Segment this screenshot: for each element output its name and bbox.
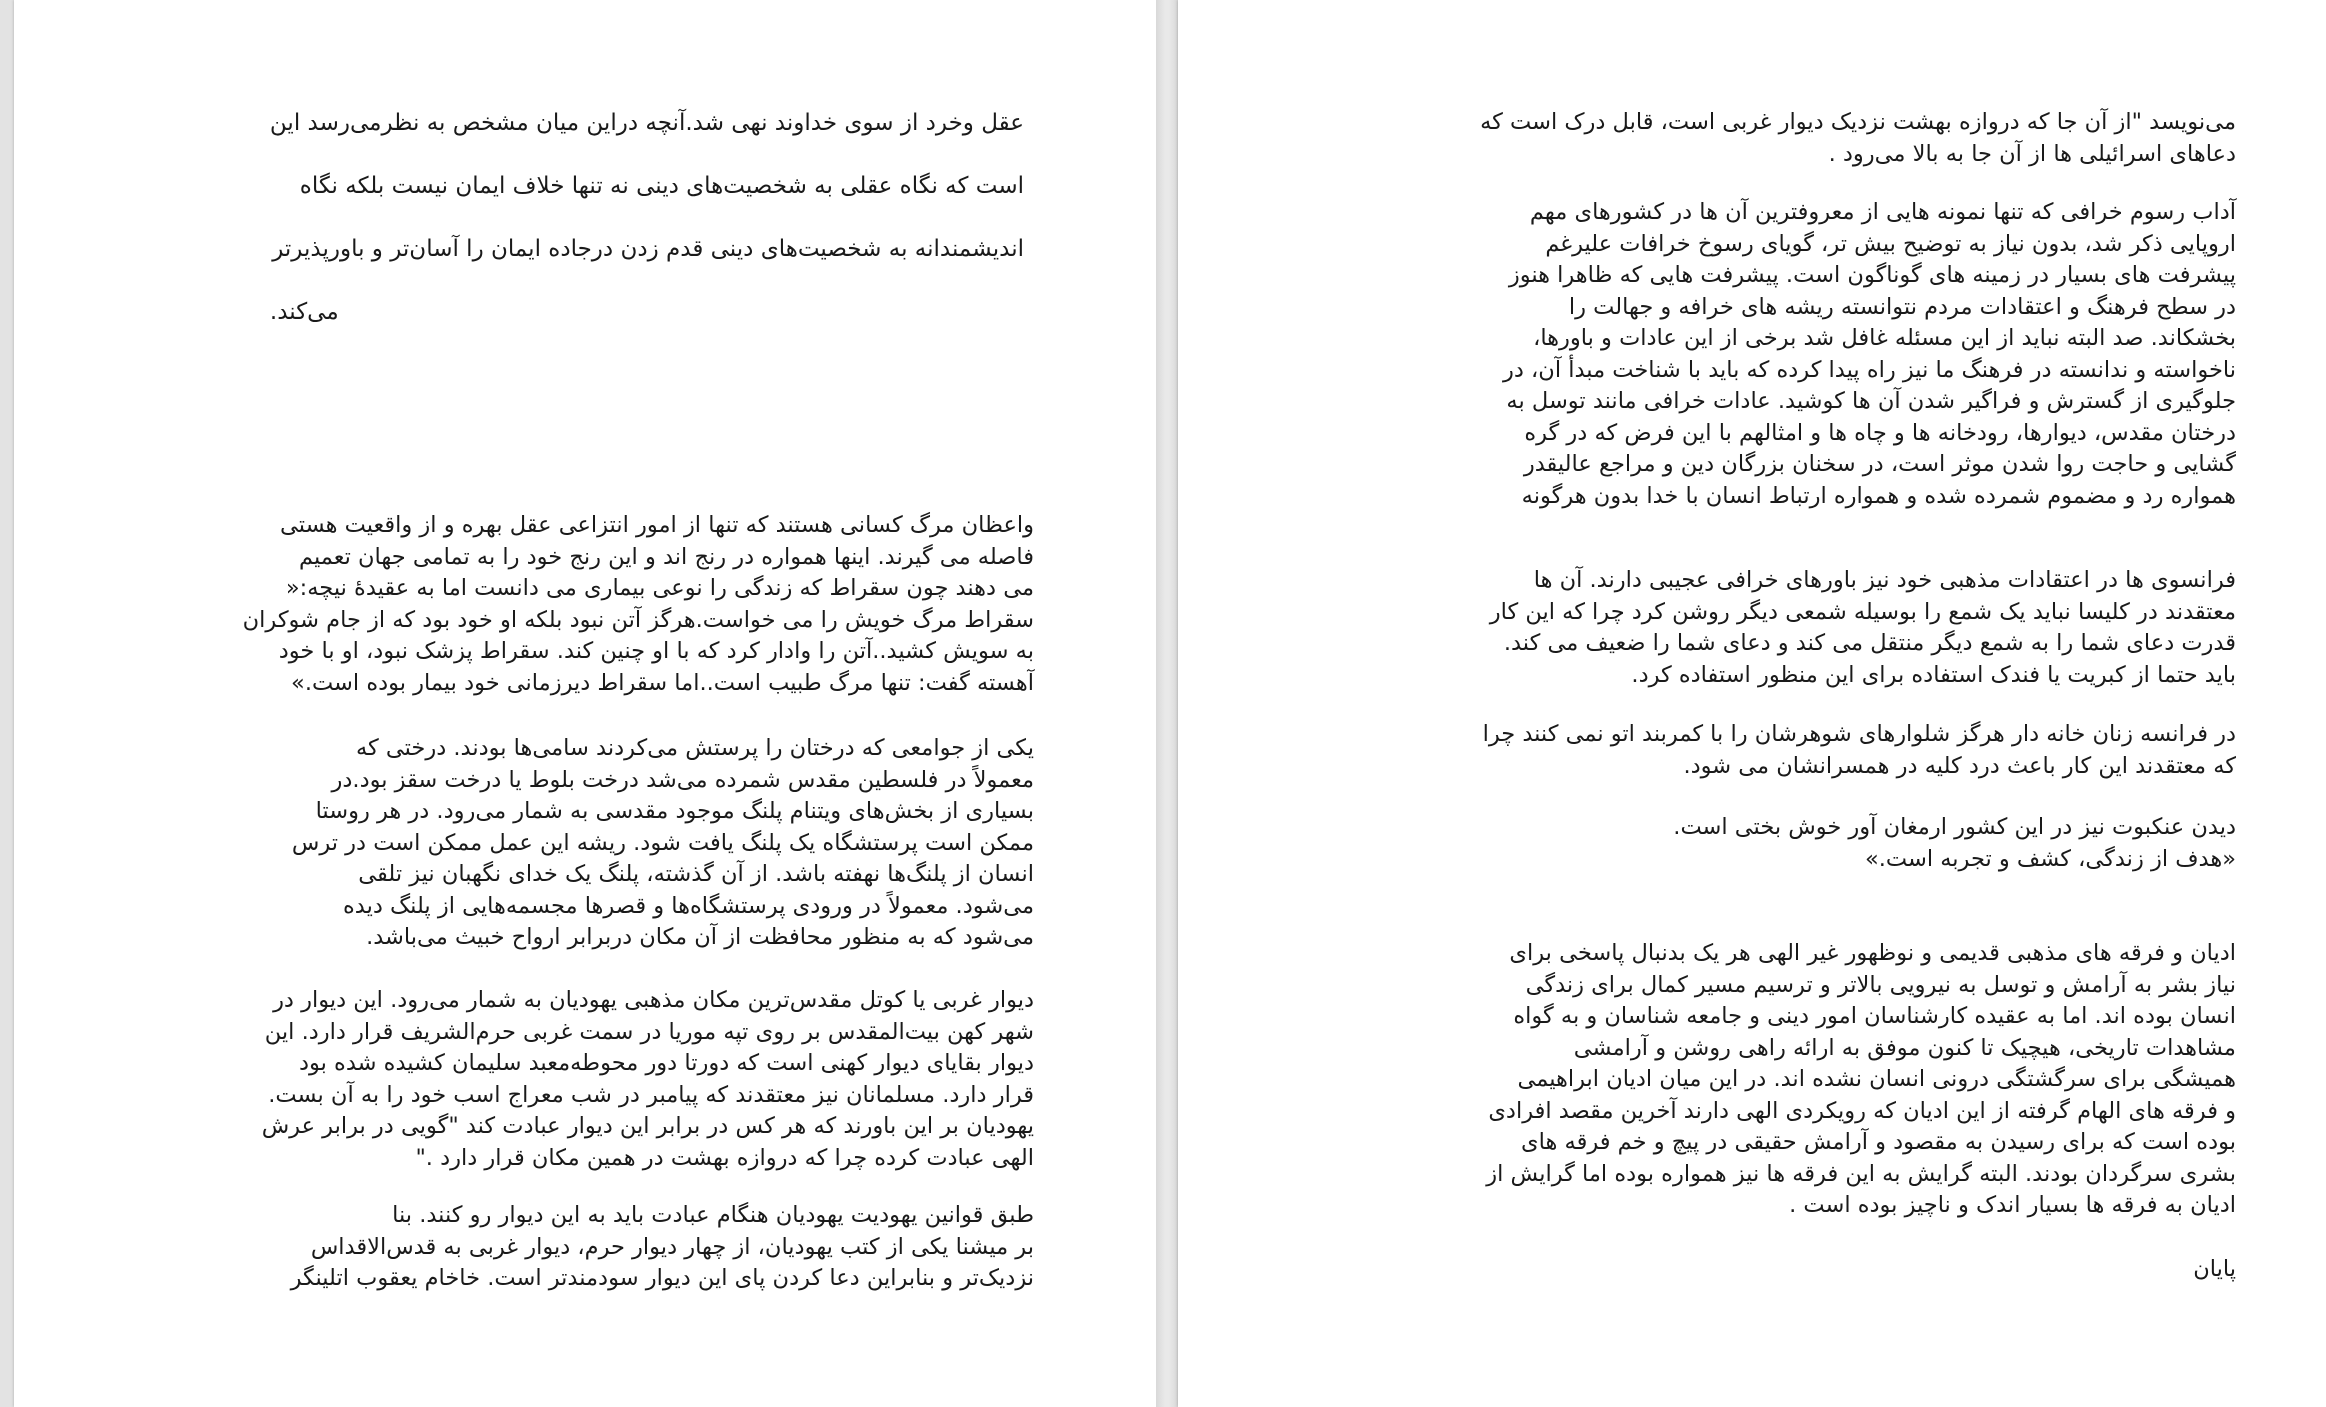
text-line: الهی عبادت کرده چرا که دروازه بهشت در همین مکان قرار دارد ." [415, 1144, 1034, 1171]
paragraph-religions-and-sects [1486, 938, 2236, 1222]
text-line: انسان بوده اند. اما به عقیده کارشناسان امور دینی و جامعه شناسان و به گواه [1513, 1003, 2236, 1029]
text-line: شهر کهن بیت‌المقدس بر روی تپه موریا در سمت غربی حرم‌الشریف قرار دارد. این [264, 1018, 1034, 1045]
text-line: می‌نویسد "از آن جا که دروازه بهشت نزدیک دیوار غربی است، قابل درک است که [1480, 109, 2236, 135]
text-line: فاصله می گیرند. اینها همواره در رنج اند و این رنج خود را به تمامی جهان تعمیم [298, 543, 1034, 570]
text-line: همواره رد و مضموم شمرده شده و همواره ارتباط انسان با خدا بدون هرگونه [1521, 482, 2236, 509]
text-line: آهسته گفت: تنها مرگ طبیب است..اما سقراط دیرزمانی خود بیمار بوده است.» [291, 669, 1034, 696]
text-line: فرانسوی ها در اعتقادات مذهبی خود نیز باورهای خرافی عجیبی دارند. آن ها [1533, 567, 2236, 593]
text-line: ناخواسته و ندانسته در فرهنگ ما نیز راه پیدا کرده که باید با شناخت مبدأ آن، در [1503, 356, 2236, 383]
text-line: نزدیک‌تر و بنابراین دعا کردن پای این دیوار سودمندتر است. خاخام یعقوب اتلینگر [290, 1265, 1034, 1291]
text-line: آداب رسوم خرافی که تنها نمونه هایی از معروفترین آن ها در کشورهای مهم [1529, 199, 2236, 225]
text-line: بخشکاند. صد البته نباید از این مسئله غافل شد برخی از این عادات و باورها، [1533, 325, 2236, 351]
text-line: ادیان و فرقه های مذهبی قدیمی و نوظهور غیر الهی هر یک بدنبال پاسخی برای [1509, 940, 2236, 966]
text-line: دیدن عنکبوت نیز در این کشور ارمغان آور خوش بختی است. [1673, 814, 2236, 840]
text-line: .می‌کند [269, 299, 339, 325]
text-line: جلوگیری از گسترش و فراگیر شدن آن ها کوشید. عادات خرافی مانند توسل به [1506, 388, 2236, 414]
text-line: در سطح فرهنگ و اعتقادات مردم نتوانسته ریشه های خرافه و جهالت را [1568, 293, 2236, 320]
text-line: می دهند چون سقراط که زندگی را نوعی بیماری می دانست اما به عقیدۀ نیچه:« [285, 575, 1034, 601]
text-line: دیوار غربی یا کوتل مقدس‌ترین مکان مذهبی یهودیان به شمار می‌رود. این دیوار در [273, 987, 1034, 1013]
end-word: پایان [2193, 1256, 2236, 1282]
paragraph-preachers-of-death [243, 510, 1034, 699]
paragraph-heaven-gate [1480, 107, 2236, 170]
text-line: نیاز بشر به آرامش و توسل به نیرویی بالاتر و ترسیم مسیر کمال برای زندگی [1525, 971, 2236, 998]
text-line: دیوار بقایای دیوار کهنی است که دورتا دور محوطه‌معبد سلیمان کشیده شده بود [299, 1050, 1034, 1076]
text-line: در فرانسه زنان خانه دار هرگز شلوارهای شوهرشان را با کمربند اتو نمی کنند چرا [1482, 721, 2236, 747]
left-margin-gutter [0, 0, 14, 1407]
text-line: بر میشنا یکی از کتب یهودیان، از چهار دیوار حرم، دیوار غربی به قدس‌الاقداس [310, 1233, 1034, 1260]
paragraph-reason-and-faith [270, 92, 1024, 344]
text-line: گشایی و حاجت روا شدن موثر است، در سخنان بزرگان دین و مراجع عالیقدر [1523, 451, 2236, 477]
text-line: که معتقدند این کار باعث درد کلیه در همسرانشان می شود. [1683, 752, 2236, 779]
document-page-right [1178, 0, 2326, 1407]
text-line: دعاهای اسرائیلی ها از آن جا به بالا می‌رود . [1828, 140, 2236, 167]
text-line: واعظان مرگ کسانی هستند که تنها از امور انتزاعی عقل بهره و از واقعیت هستی [280, 512, 1034, 538]
text-line: بشری سرگردان بودند. البته گرایش به این فرقه ها نیز همواره بوده اما گرایش از [1486, 1160, 2236, 1187]
paragraph-sacred-trees [292, 733, 1034, 954]
text-line: معمولاً در فلسطین مقدس شمرده می‌شد درخت بلوط یا درخت سقز بود.در [331, 766, 1034, 793]
text-line: عقل وخرد از سوی خداوند نهی شد.آنچه دراین میان مشخص به نظرمی‌رسد این [269, 110, 1024, 136]
document-page-left [14, 0, 1156, 1407]
text-line: معتقدند در کلیسا نباید یک شمع را بوسیله شمعی دیگر روشن کرد چرا که این کار [1489, 598, 2236, 625]
text-line: بوده است که برای رسیدن به مقصود و آرامش حقیقی در پیچ و خم فرقه های [1521, 1129, 2236, 1155]
text-line: مشاهدات تاریخی، هیچیک تا کنون موفق به ارائه راهی روشن و آرامشی [1573, 1034, 2236, 1061]
text-line: همیشگی برای سرگشتگی درونی انسان نشده اند. در این میان ادیان ابراهیمی [1517, 1066, 2236, 1092]
text-line: یکی از جوامعی که درختان را پرستش می‌کردند سامی‌ها بودند. درختی که [355, 735, 1034, 761]
paragraph-western-wall [262, 985, 1034, 1174]
text-line: قدرت دعای شما را به شمع دیگر منتقل می کند و دعای شما را ضعیف می کند. [1503, 630, 2236, 656]
text-line: ممکن است پرستشگاه یک پلنگ یافت شود. ریشه این عمل ممکن است در ترس [291, 829, 1034, 856]
text-line: باید حتما از کبریت یا فندک استفاده برای این منظور استفاده کرد. [1631, 661, 2236, 688]
text-line: اروپایی ذکر شد، بدون نیاز به توضیح بیش تر، گویای رسوخ خرافات علیرغم [1545, 230, 2236, 257]
paragraph-jewish-laws [291, 1200, 1034, 1295]
text-line: سقراط مرگ خویش را می خواست.هرگز آتن نبود بلکه او خود بود که از جام شوکران [242, 606, 1034, 633]
text-line: ادیان به فرقه ها بسیار اندک و ناچیز بوده است . [1789, 1192, 2236, 1218]
text-line: است که نگاه عقلی به شخصیت‌های دینی نه تنها خلاف ایمان نیست بلکه نگاه [299, 173, 1024, 199]
paragraph-french-housewives [1483, 719, 2236, 782]
text-line: «هدف از زندگی، کشف و تجربه است.» [1864, 845, 2236, 872]
text-line: انسان از پلنگ‌ها نهفته باشد. از آن گذشته، پلنگ یک خدای نگهبان نیز تلقی [358, 861, 1034, 887]
paragraph-french-beliefs [1490, 565, 2236, 691]
text-line: درختان مقدس، دیوارها، رودخانه ها و چاه ها و امثالهم با این فرض که در گره [1524, 419, 2236, 446]
text-line: قرار دارد. مسلمانان نیز معتقدند که پیامبر در شب معراج اسب خود را به آن بست. [268, 1081, 1034, 1108]
text-line: یهودیان بر این باورند که هر کس در برابر این دیوار عبادت کند "گویی در برابر عرش [261, 1113, 1034, 1139]
text-line: طبق قوانین یهودیت یهودیان هنگام عبادت باید به این دیوار رو کنند. بنا [392, 1202, 1034, 1228]
text-line: پیشرفت های بسیار در زمینه های گوناگون است. پیشرفت هایی که ظاهرا هنوز [1508, 262, 2236, 288]
text-line: اندیشمندانه به شخصیت‌های دینی قدم زدن درجاده ایمان را آسان‌تر و باورپذیرتر [272, 236, 1024, 262]
paragraph-spider-luck [1673, 812, 2236, 875]
page-separator [1156, 0, 1178, 1407]
text-line: و فرقه های الهام گرفته از این ادیان که رویکردی الهی دارند آخرین مقصد افرادی [1488, 1097, 2236, 1124]
text-line: بسیاری از بخش‌های ویتنام پلنگ موجود مقدسی به شمار می‌رود. در هر روستا [315, 798, 1034, 824]
paragraph-superstitious-customs [1503, 197, 2236, 512]
text-line: به سویش کشید..آتن را وادار کرد که با او چنین کند. سقراط پزشک نبود، او با خود [278, 638, 1034, 664]
text-line: می‌شود. معمولاً در ورودی پرستشگاه‌ها و قصرها مجسمه‌هایی از پلنگ دیده [343, 892, 1034, 919]
text-line: می‌شود که به منظور محافظت از آن مکان دربرابر ارواح خبیث می‌باشد. [366, 924, 1034, 950]
